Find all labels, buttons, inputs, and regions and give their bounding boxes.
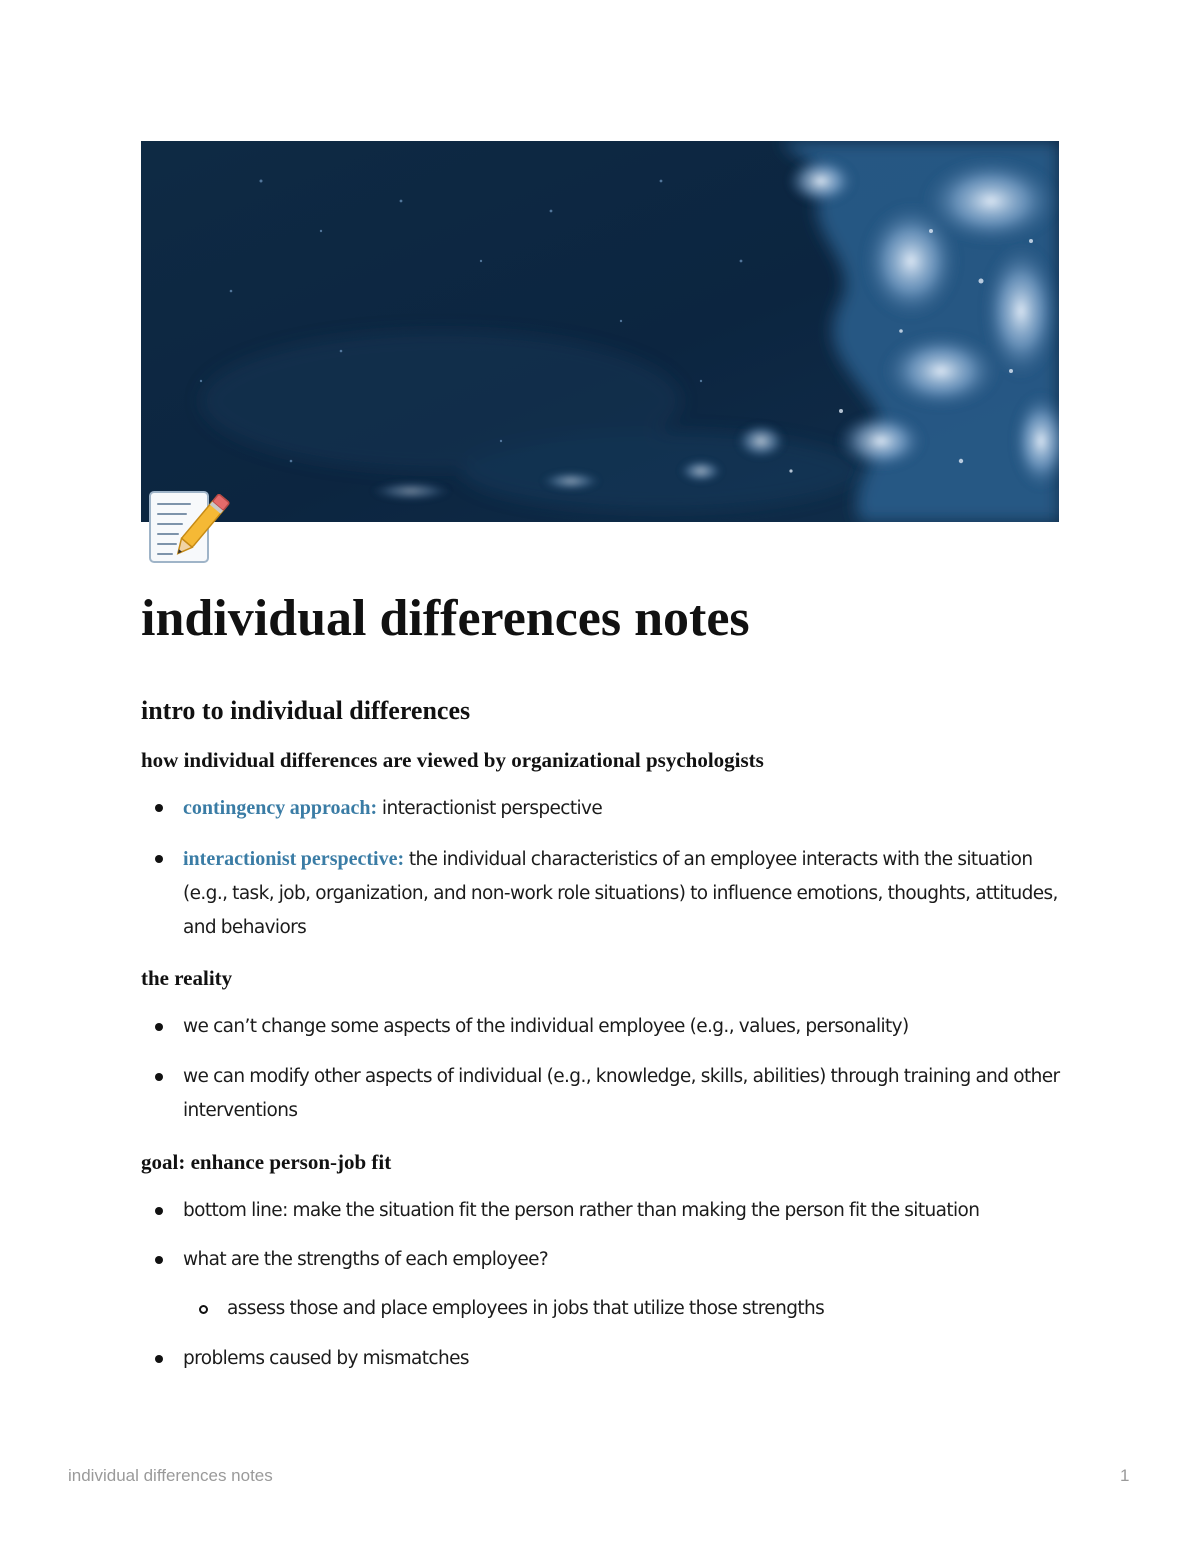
section-heading: intro to individual differences — [141, 696, 471, 725]
page-title: individual differences notes — [141, 590, 750, 647]
list-item — [183, 842, 1063, 945]
term-label: interactionist perspective: — [183, 848, 405, 870]
subsection-heading: goal: enhance person-job fit — [141, 1150, 392, 1174]
cover-image — [141, 141, 1059, 522]
bullet-icon — [155, 1256, 163, 1264]
page-number: 1 — [1120, 1466, 1130, 1485]
list-item — [183, 791, 1063, 826]
bullet-icon — [155, 855, 163, 863]
hollow-bullet-icon — [199, 1305, 208, 1314]
footer-title: individual differences notes — [68, 1466, 273, 1485]
bullet-icon — [155, 804, 163, 812]
list-item: we can’t change some aspects of the individual employee (e.g., values, personality) — [183, 1016, 909, 1037]
list-item: we can modify other aspects of individual (e.g., knowledge, skills, abilities) through training and other interventions — [183, 1066, 1060, 1121]
subsection-heading: the reality — [141, 966, 233, 990]
list-item: what are the strengths of each employee? — [183, 1249, 549, 1270]
bullet-icon — [155, 1207, 163, 1215]
bullet-icon — [155, 1023, 163, 1031]
list-item-text: the individual characteristics of an employee interacts with the situation (e.g., task, job, organization, and non-work role situations) to influence emotions, thoughts, attitudes, and behaviors — [183, 849, 1058, 938]
list-item: bottom line: make the situation fit the person rather than making the person fit the situation — [183, 1200, 980, 1221]
list-item: assess those and place employees in jobs that utilize those strengths — [227, 1298, 825, 1319]
bullet-icon — [155, 1073, 163, 1081]
subsection-heading: how individual differences are viewed by organizational psychologists — [141, 748, 764, 772]
term-label: contingency approach: — [183, 797, 378, 819]
list-item: problems caused by mismatches — [183, 1348, 469, 1369]
memo-pencil-icon — [146, 486, 232, 566]
list-item-text: interactionist perspective — [377, 798, 603, 819]
bullet-icon — [155, 1355, 163, 1363]
